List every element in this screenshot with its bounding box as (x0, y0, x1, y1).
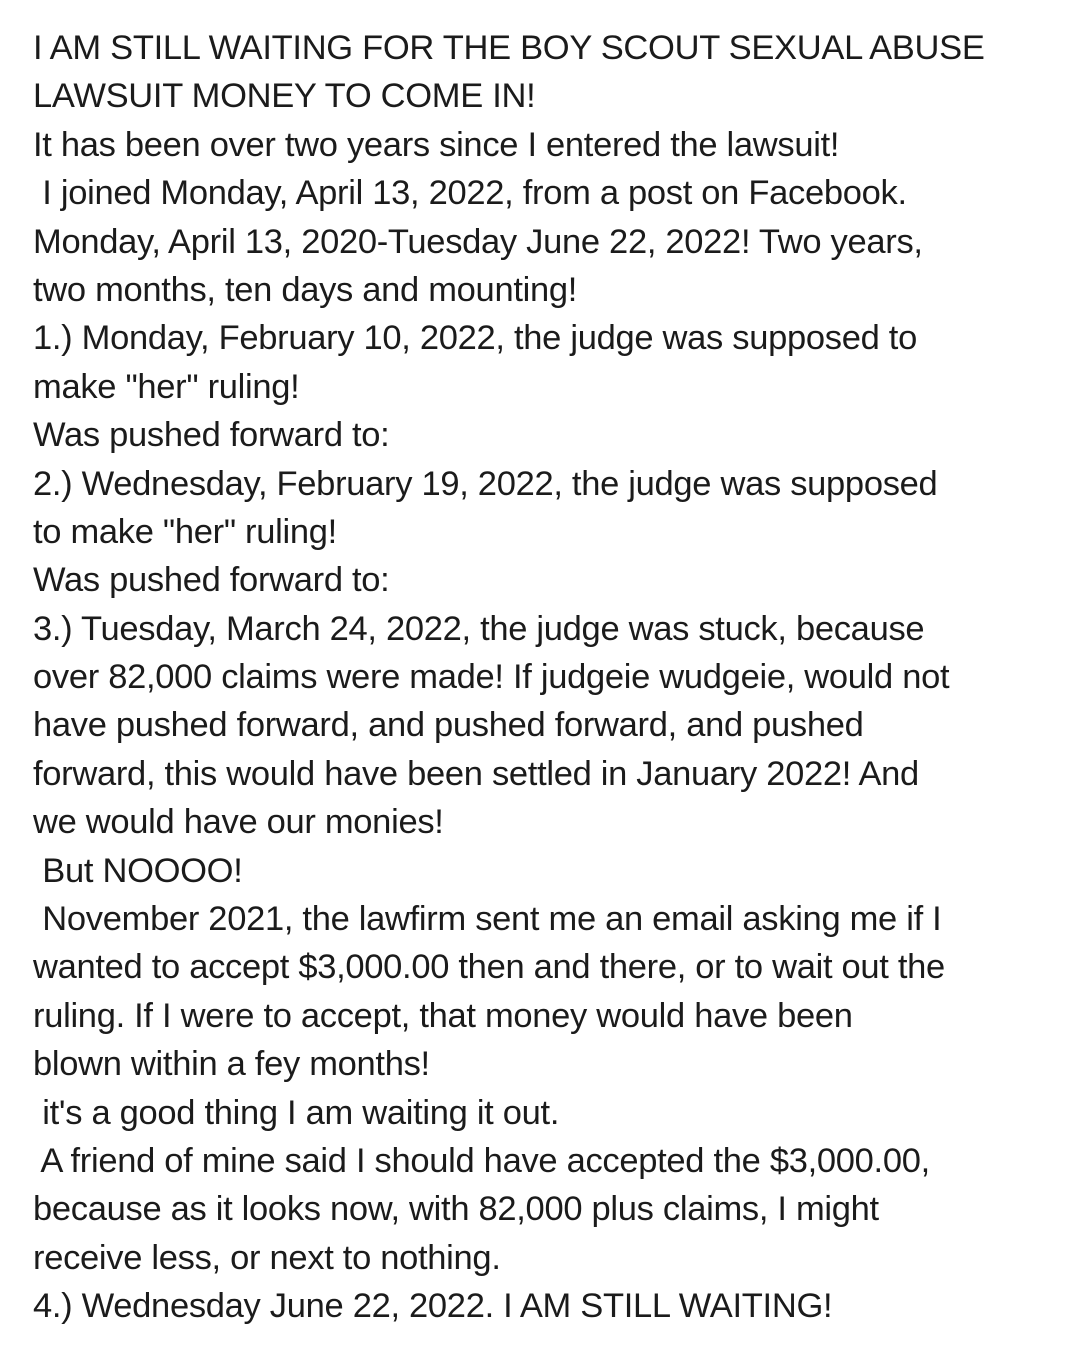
text-line: ruling. If I were to accept, that money would have been (33, 996, 853, 1035)
text-line: wanted to accept $3,000.00 then and there, or to wait out the (33, 948, 945, 987)
text-line: I AM STILL WAITING FOR THE BOY SCOUT SEXUAL ABUSE (33, 29, 985, 67)
text-line: blown within a fey months! (33, 1045, 430, 1084)
text-line: because as it looks now, with 82,000 plus claims, I might (33, 1190, 879, 1229)
text-line: to make "her" ruling! (33, 512, 337, 551)
text-line: have pushed forward, and pushed forward, and pushed (33, 706, 864, 745)
text-line: 4.) Wednesday June 22, 2022. I AM STILL WAITING! (33, 1287, 833, 1326)
text-line: It has been over two years since I entered the lawsuit! (33, 125, 840, 164)
text-line: I joined Monday, April 13, 2022, from a post on Facebook. (33, 174, 907, 213)
text-line: A friend of mine said I should have accepted the $3,000.00, (33, 1141, 930, 1180)
text-line: forward, this would have been settled in January 2022! And (33, 754, 919, 793)
text-line: make "her" ruling! (33, 367, 300, 406)
text-line: 2.) Wednesday, February 19, 2022, the judge was supposed (33, 464, 938, 503)
text-line: 1.) Monday, February 10, 2022, the judge was supposed to (33, 319, 917, 358)
text-line: Was pushed forward to: (33, 416, 390, 455)
post-text (33, 24, 1063, 1331)
text-line: receive less, or next to nothing. (33, 1238, 501, 1277)
text-line: Was pushed forward to: (33, 561, 390, 600)
text-line: two months, ten days and mounting! (33, 270, 578, 309)
text-line: But NOOOO! (33, 851, 243, 890)
text-line: we would have our monies! (33, 803, 444, 842)
text-line: Monday, April 13, 2020-Tuesday June 22, 2022! Two years, (33, 222, 923, 261)
text-line: over 82,000 claims were made! If judgeie wudgeie, would not (33, 658, 950, 697)
text-line: LAWSUIT MONEY TO COME IN! (33, 77, 536, 116)
text-line: November 2021, the lawfirm sent me an email asking me if I (33, 900, 942, 939)
text-line: 3.) Tuesday, March 24, 2022, the judge was stuck, because (33, 609, 925, 648)
text-line: it's a good thing I am waiting it out. (33, 1093, 560, 1132)
